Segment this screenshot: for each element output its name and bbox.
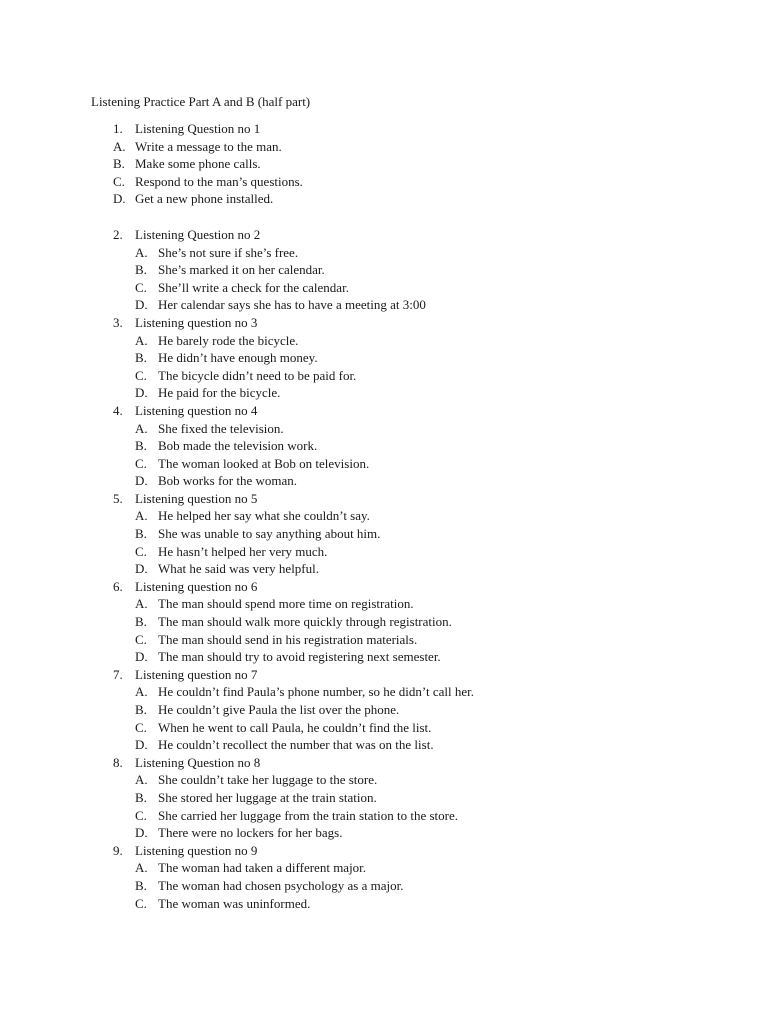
question-label: Listening question no 7 <box>135 666 258 682</box>
answer-option <box>0 877 768 895</box>
option-text: She’s marked it on her calendar. <box>158 262 325 278</box>
answer-option <box>0 595 768 613</box>
blank-line <box>0 208 768 226</box>
option-letter: D. <box>113 191 126 207</box>
answer-option <box>0 384 768 402</box>
question-label: Listening question no 3 <box>135 314 258 330</box>
option-text: She’s not sure if she’s free. <box>158 244 299 260</box>
option-letter: D. <box>135 385 148 401</box>
answer-option <box>0 648 768 666</box>
answer-option <box>0 472 768 490</box>
answer-option <box>0 701 768 719</box>
option-text: She’ll write a check for the calendar. <box>158 279 349 295</box>
option-letter: A. <box>135 596 148 612</box>
option-text: The man should spend more time on registration. <box>158 596 414 612</box>
answer-option <box>0 420 768 438</box>
question-label: Listening Question no 2 <box>135 226 261 242</box>
option-text: He couldn’t recollect the number that was on the list. <box>158 737 434 753</box>
question-label: Listening Question no 8 <box>135 754 261 770</box>
answer-option <box>0 296 768 314</box>
answer-option <box>0 437 768 455</box>
option-text: The bicycle didn’t need to be paid for. <box>158 367 357 383</box>
option-text: He hasn’t helped her very much. <box>158 543 328 559</box>
option-letter: C. <box>135 367 147 383</box>
answer-option <box>0 507 768 525</box>
option-text: The man should try to avoid registering next semester. <box>158 649 441 665</box>
option-letter: B. <box>135 877 147 893</box>
answer-option <box>0 261 768 279</box>
option-text: What he said was very helpful. <box>158 561 320 577</box>
question-number: 3. <box>113 314 123 330</box>
answer-option <box>0 525 768 543</box>
answer-option <box>0 138 768 156</box>
answer-option <box>0 367 768 385</box>
option-text: There were no lockers for her bags. <box>158 825 343 841</box>
option-letter: B. <box>135 438 147 454</box>
option-letter: C. <box>135 631 147 647</box>
option-text: Bob made the television work. <box>158 438 318 454</box>
option-letter: A. <box>135 508 148 524</box>
option-text: Respond to the man’s questions. <box>135 173 303 189</box>
answer-option <box>0 824 768 842</box>
answer-option <box>0 859 768 877</box>
option-letter: D. <box>135 649 148 665</box>
option-letter: B. <box>113 156 125 172</box>
option-text: She stored her luggage at the train station. <box>158 789 377 805</box>
option-letter: C. <box>135 543 147 559</box>
option-text: Get a new phone installed. <box>135 191 274 207</box>
answer-option <box>0 173 768 191</box>
answer-option <box>0 244 768 262</box>
option-text: The man should send in his registration materials. <box>158 631 418 647</box>
option-text: He couldn’t find Paula’s phone number, so he didn’t call her. <box>158 684 474 700</box>
question-item <box>0 226 768 244</box>
option-letter: B. <box>135 614 147 630</box>
answer-option <box>0 332 768 350</box>
option-text: He helped her say what she couldn’t say. <box>158 508 370 524</box>
answer-option <box>0 279 768 297</box>
answer-option <box>0 683 768 701</box>
option-letter: A. <box>135 420 148 436</box>
answer-option <box>0 455 768 473</box>
option-text: The woman had chosen psychology as a major. <box>158 877 404 893</box>
option-text: Make some phone calls. <box>135 156 261 172</box>
option-letter: C. <box>135 455 147 471</box>
option-letter: A. <box>135 772 148 788</box>
option-letter: D. <box>135 825 148 841</box>
option-text: Bob works for the woman. <box>158 473 298 489</box>
option-letter: B. <box>135 350 147 366</box>
option-text: The woman looked at Bob on television. <box>158 455 370 471</box>
question-item <box>0 120 768 138</box>
question-number: 4. <box>113 402 123 418</box>
option-text: The woman was uninformed. <box>158 895 311 911</box>
option-text: She carried her luggage from the train station to the store. <box>158 807 458 823</box>
question-number: 6. <box>113 578 123 594</box>
option-text: He barely rode the bicycle. <box>158 332 299 348</box>
option-letter: B. <box>135 702 147 717</box>
answer-option <box>0 807 768 825</box>
option-text: The woman had taken a different major. <box>158 860 367 876</box>
option-letter: B. <box>135 789 147 805</box>
answer-option <box>0 190 768 208</box>
option-letter: D. <box>135 561 148 577</box>
question-item <box>0 666 768 684</box>
question-label: Listening question no 4 <box>135 402 258 418</box>
question-number: 7. <box>113 666 123 682</box>
option-text: She was unable to say anything about him. <box>158 526 381 542</box>
answer-option <box>0 771 768 789</box>
option-letter: C. <box>135 895 147 911</box>
option-text: He paid for the bicycle. <box>158 385 281 401</box>
option-letter: C. <box>113 173 125 189</box>
option-text: The man should walk more quickly through registration. <box>158 614 452 630</box>
option-letter: D. <box>135 737 148 753</box>
question-number: 2. <box>113 226 123 242</box>
question-label: Listening question no 9 <box>135 842 258 858</box>
answer-option <box>0 719 768 737</box>
option-text: When he went to call Paula, he couldn’t find the list. <box>158 719 432 735</box>
option-text: Her calendar says she has to have a meeting at 3:00 <box>158 297 426 313</box>
question-label: Listening question no 5 <box>135 490 258 506</box>
question-number: 5. <box>113 490 123 506</box>
option-letter: B. <box>135 526 147 542</box>
option-letter: A. <box>113 138 126 154</box>
option-letter: A. <box>135 332 148 348</box>
answer-option <box>0 560 768 578</box>
option-letter: D. <box>135 473 148 489</box>
question-item <box>0 754 768 772</box>
option-text: She fixed the television. <box>158 420 284 436</box>
answer-option <box>0 543 768 561</box>
option-letter: A. <box>135 860 148 876</box>
option-text: Write a message to the man. <box>135 138 282 154</box>
question-item <box>0 578 768 596</box>
question-label: Listening question no 6 <box>135 578 258 594</box>
answer-option <box>0 155 768 173</box>
question-number: 9. <box>113 842 123 858</box>
option-text: He couldn’t give Paula the list over the phone. <box>158 702 400 717</box>
option-letter: A. <box>135 684 148 700</box>
question-item <box>0 402 768 420</box>
answer-option <box>0 631 768 649</box>
question-number: 1. <box>113 121 123 136</box>
answer-option <box>0 895 768 913</box>
option-letter: C. <box>135 719 147 735</box>
option-letter: D. <box>135 297 148 313</box>
answer-option <box>0 736 768 754</box>
question-item <box>0 490 768 508</box>
option-text: She couldn’t take her luggage to the store. <box>158 772 378 788</box>
question-number: 8. <box>113 754 123 770</box>
question-label: Listening Question no 1 <box>135 121 261 136</box>
answer-option <box>0 349 768 367</box>
answer-option <box>0 789 768 807</box>
option-letter: B. <box>135 262 147 278</box>
question-item <box>0 842 768 860</box>
document-title: Listening Practice Part A and B (half part) <box>91 94 311 109</box>
question-list <box>0 120 768 912</box>
question-item <box>0 314 768 332</box>
option-text: He didn’t have enough money. <box>158 350 318 366</box>
option-letter: C. <box>135 279 147 295</box>
option-letter: C. <box>135 807 147 823</box>
option-letter: A. <box>135 244 148 260</box>
answer-option <box>0 613 768 631</box>
